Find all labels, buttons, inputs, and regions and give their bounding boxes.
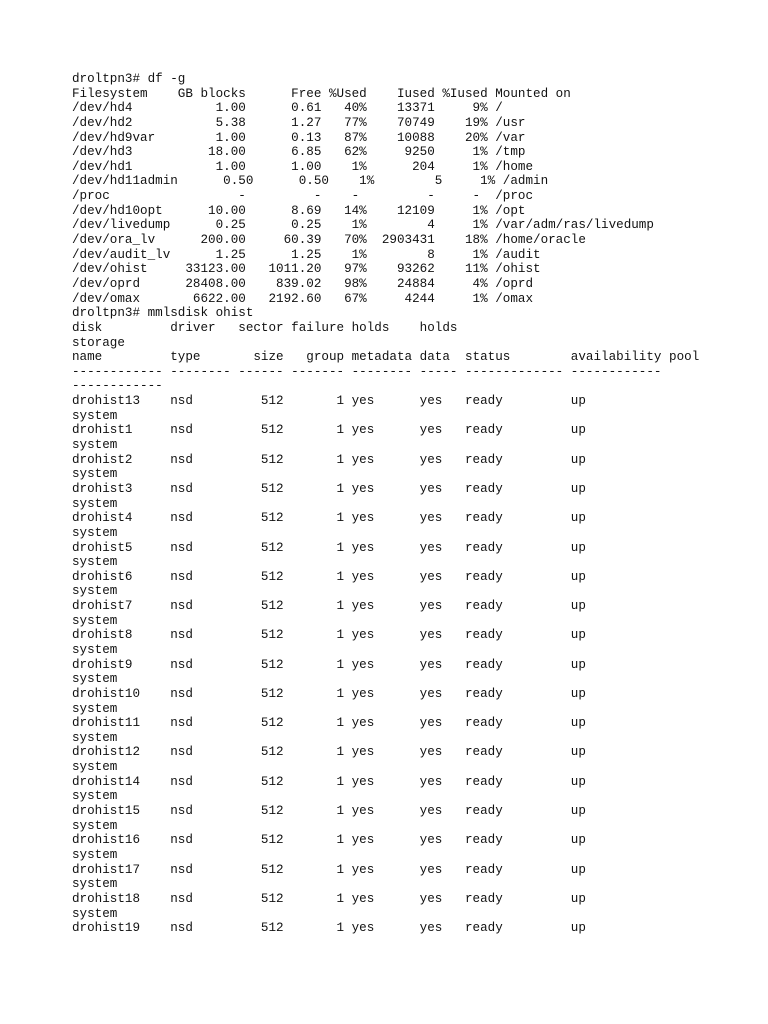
output-line: droltpn3# mmlsdisk ohist bbox=[72, 306, 254, 321]
output-line: Filesystem GB blocks Free %Used Iused %Iused Mounted on bbox=[72, 86, 571, 101]
output-line: system bbox=[72, 408, 118, 423]
output-line: drohist19 nsd 512 1 yes yes ready up bbox=[72, 921, 586, 936]
output-line: system bbox=[72, 906, 118, 921]
output-line: system bbox=[72, 467, 118, 482]
output-line: system bbox=[72, 760, 118, 775]
output-line: /dev/hd11admin 0.50 0.50 1% 5 1% /admin bbox=[72, 174, 549, 189]
output-line: drohist16 nsd 512 1 yes yes ready up bbox=[72, 833, 586, 848]
output-line: system bbox=[72, 847, 118, 862]
output-line: system bbox=[72, 672, 118, 687]
output-line: system bbox=[72, 877, 118, 892]
output-line: drohist13 nsd 512 1 yes yes ready up bbox=[72, 394, 586, 409]
output-line: drohist5 nsd 512 1 yes yes ready up bbox=[72, 540, 586, 555]
terminal-output bbox=[72, 72, 752, 936]
output-line: drohist12 nsd 512 1 yes yes ready up bbox=[72, 745, 586, 760]
output-line: /dev/hd3 18.00 6.85 62% 9250 1% /tmp bbox=[72, 145, 526, 160]
output-line: /dev/hd2 5.38 1.27 77% 70749 19% /usr bbox=[72, 115, 526, 130]
output-line: drohist1 nsd 512 1 yes yes ready up bbox=[72, 423, 586, 438]
output-line: system bbox=[72, 555, 118, 570]
output-line: drohist17 nsd 512 1 yes yes ready up bbox=[72, 862, 586, 877]
output-line: drohist15 nsd 512 1 yes yes ready up bbox=[72, 804, 586, 819]
output-line: drohist11 nsd 512 1 yes yes ready up bbox=[72, 716, 586, 731]
output-line: drohist3 nsd 512 1 yes yes ready up bbox=[72, 481, 586, 496]
output-line: drohist9 nsd 512 1 yes yes ready up bbox=[72, 657, 586, 672]
output-line: /dev/hd1 1.00 1.00 1% 204 1% /home bbox=[72, 159, 534, 174]
output-line: ------------ bbox=[72, 379, 163, 394]
output-line: system bbox=[72, 584, 118, 599]
output-line: ------------ -------- ------ ------- -------- ----- ------------- ------------ bbox=[72, 364, 662, 379]
output-line: drohist18 nsd 512 1 yes yes ready up bbox=[72, 891, 586, 906]
output-line: /dev/hd9var 1.00 0.13 87% 10088 20% /var bbox=[72, 130, 526, 145]
output-line: drohist7 nsd 512 1 yes yes ready up bbox=[72, 599, 586, 614]
output-line: system bbox=[72, 613, 118, 628]
output-line: name type size group metadata data status availability pool bbox=[72, 350, 700, 365]
output-line: /dev/livedump 0.25 0.25 1% 4 1% /var/adm/ras/livedump bbox=[72, 218, 654, 233]
output-line: /dev/hd10opt 10.00 8.69 14% 12109 1% /opt bbox=[72, 203, 526, 218]
output-line: /dev/ohist 33123.00 1011.20 97% 93262 11% /ohist bbox=[72, 262, 541, 277]
output-line: system bbox=[72, 789, 118, 804]
output-line: /dev/hd4 1.00 0.61 40% 13371 9% / bbox=[72, 101, 503, 116]
output-line: system bbox=[72, 438, 118, 453]
output-line: drohist10 nsd 512 1 yes yes ready up bbox=[72, 686, 586, 701]
output-line: /dev/ora_lv 200.00 60.39 70% 2903431 18% /home/oracle bbox=[72, 233, 586, 248]
output-line: /proc - - - - - /proc bbox=[72, 189, 534, 204]
output-line: /dev/audit_lv 1.25 1.25 1% 8 1% /audit bbox=[72, 247, 541, 262]
output-line: disk driver sector failure holds holds bbox=[72, 320, 458, 335]
output-line: /dev/oprd 28408.00 839.02 98% 24884 4% /oprd bbox=[72, 276, 534, 291]
output-line: drohist4 nsd 512 1 yes yes ready up bbox=[72, 511, 586, 526]
output-line: drohist8 nsd 512 1 yes yes ready up bbox=[72, 628, 586, 643]
output-line: storage bbox=[72, 335, 125, 350]
output-line: system bbox=[72, 818, 118, 833]
output-line: /dev/omax 6622.00 2192.60 67% 4244 1% /omax bbox=[72, 291, 534, 306]
output-line: droltpn3# df -g bbox=[72, 72, 186, 86]
output-line: drohist2 nsd 512 1 yes yes ready up bbox=[72, 452, 586, 467]
output-line: system bbox=[72, 642, 118, 657]
output-line: system bbox=[72, 730, 118, 745]
output-line: drohist14 nsd 512 1 yes yes ready up bbox=[72, 774, 586, 789]
output-line: system bbox=[72, 525, 118, 540]
output-line: drohist6 nsd 512 1 yes yes ready up bbox=[72, 569, 586, 584]
output-line: system bbox=[72, 496, 118, 511]
output-line: system bbox=[72, 701, 118, 716]
